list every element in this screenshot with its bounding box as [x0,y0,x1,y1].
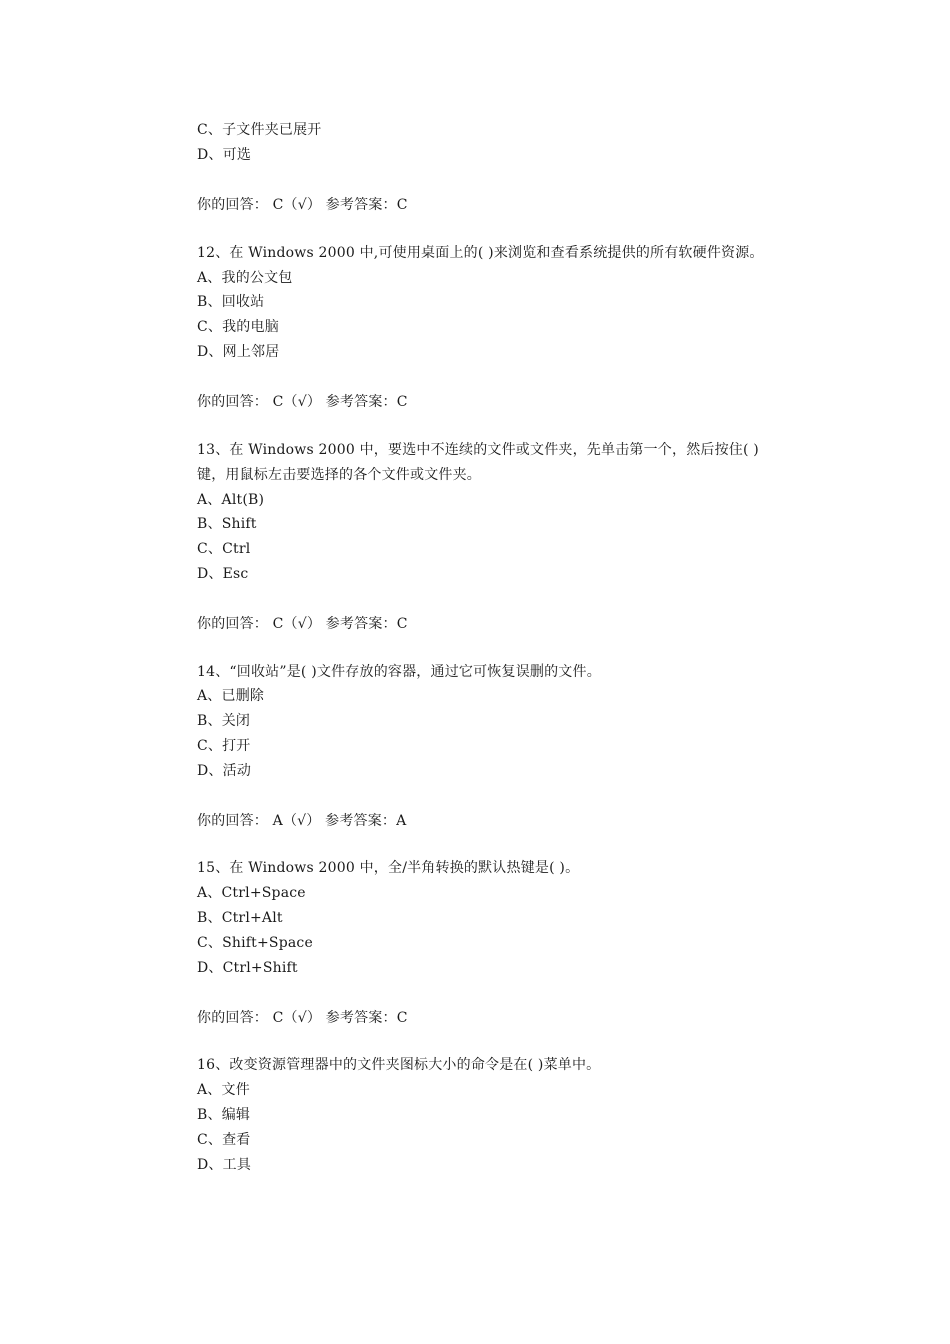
answer-line: 你的回答： C（√） 参考答案：C [197,1010,408,1026]
option-d: D、网上邻居 [197,344,280,360]
option-b: B、Ctrl+Alt [197,910,283,926]
option-c: C、查看 [197,1132,251,1148]
option-a: A、已删除 [197,688,265,704]
question-text: 13、在 Windows 2000 中，要选中不连续的文件或文件夹，先单击第一个，然后按住( ) [197,442,759,458]
option-a: A、我的公文包 [197,270,293,286]
option-b: B、编辑 [197,1107,251,1123]
option-c: C、Shift+Space [197,935,313,951]
option-b: B、Shift [197,516,257,532]
option-c: C、子文件夹已展开 [197,122,322,138]
answer-line: 你的回答： C（√） 参考答案：C [197,394,408,410]
question-text-continued: 键，用鼠标左击要选择的各个文件或文件夹。 [197,467,481,483]
question-text: 15、在 Windows 2000 中，全/半角转换的默认热键是( )。 [197,860,580,876]
answer-line: 你的回答： A（√） 参考答案：A [197,813,407,829]
option-a: A、Alt(B) [197,492,265,508]
option-a: A、Ctrl+Space [197,885,306,901]
option-c: C、我的电脑 [197,319,279,335]
option-d: D、Esc [197,566,249,582]
question-text: 16、改变资源管理器中的文件夹图标大小的命令是在( )菜单中。 [197,1057,601,1073]
option-a: A、文件 [197,1082,250,1098]
option-d: D、可选 [197,147,252,163]
option-b: B、回收站 [197,294,265,310]
option-c: C、打开 [197,738,251,754]
answer-line: 你的回答： C（√） 参考答案：C [197,197,408,213]
option-d: D、活动 [197,763,252,779]
question-text: 14、“回收站”是( )文件存放的容器，通过它可恢复误删的文件。 [197,664,601,680]
option-d: D、Ctrl+Shift [197,960,298,976]
option-b: B、关闭 [197,713,251,729]
option-c: C、Ctrl [197,541,251,557]
question-text: 12、在 Windows 2000 中,可使用桌面上的( )来浏览和查看系统提供的所有软硬件资源。 [197,245,764,261]
option-d: D、工具 [197,1157,252,1173]
answer-line: 你的回答： C（√） 参考答案：C [197,616,408,632]
